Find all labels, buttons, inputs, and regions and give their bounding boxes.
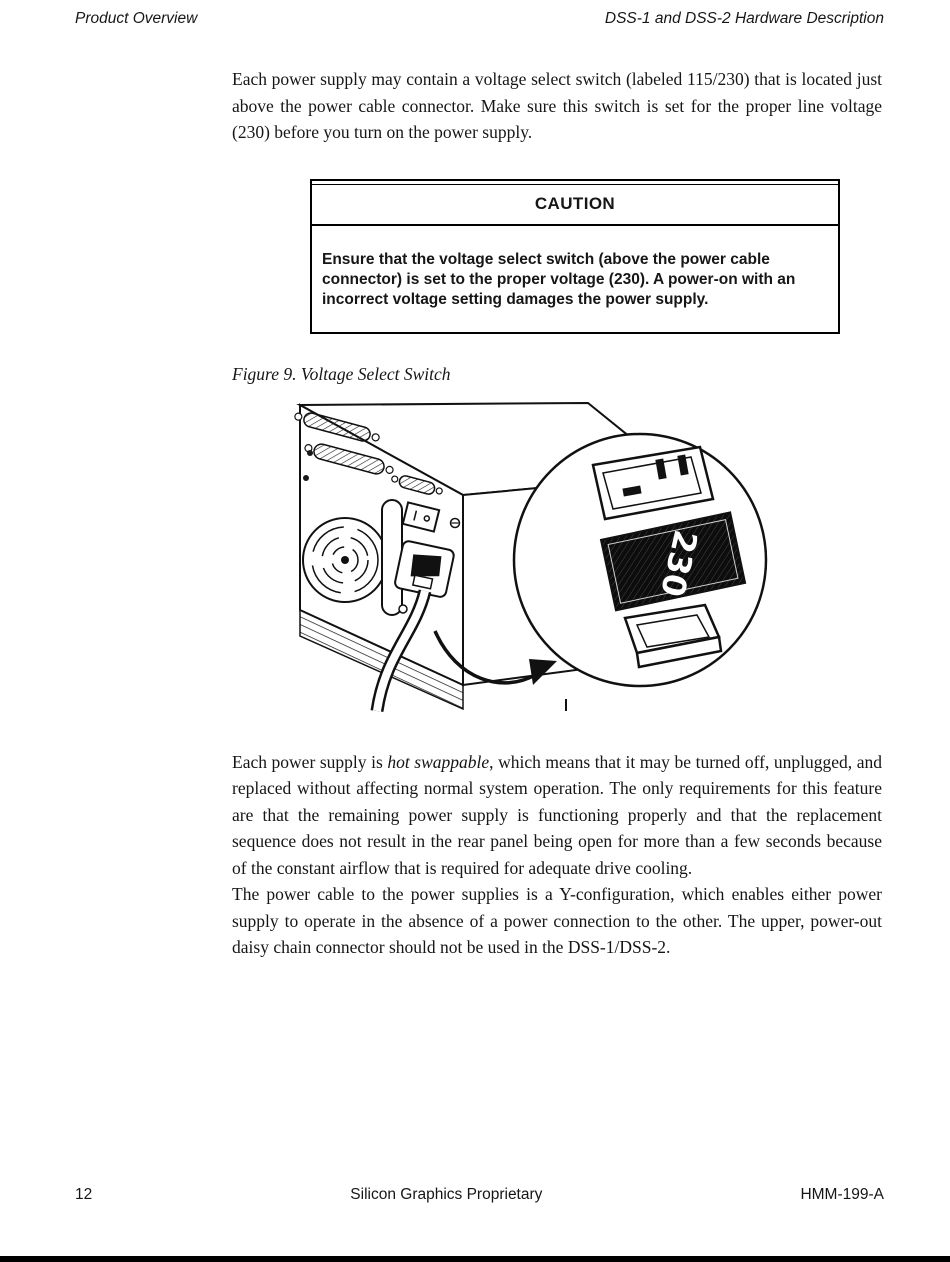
fan-bracket (382, 500, 402, 615)
caution-title: CAUTION (312, 185, 838, 226)
scan-edge-artifact (0, 1256, 950, 1262)
caution-text: Ensure that the voltage select switch (above the power cable connector) is set to the proper voltage (230). A power-on with an incorrect voltage setting damages the power supply. (322, 250, 796, 308)
panel-screw-icon (307, 450, 313, 456)
header-doc-title: DSS-1 and DSS-2 Hardware Description (604, 10, 884, 27)
page-footer (75, 1186, 884, 1204)
y-config-paragraph: The power cable to the power supplies is a Y-configuration, which enables either power supply to operate in the absence of a power connection to the other. The upper, power-out daisy chain connector should not be used in the DSS-1/DSS-2. (232, 884, 882, 957)
hot-swap-suffix: , which means that it may be turned off, unplugged, and replaced without affecting normal system operation. The only requirements for this feature are that the remaining power supply is functioning properly and that the replacement sequence does not result in the rear panel being open for more than a few seconds because of the constant airflow that is required for adequate drive cooling. (232, 751, 882, 878)
footer-doc-number: HMM-199-A (800, 1186, 884, 1203)
footer-proprietary-notice: Silicon Graphics Proprietary (350, 1186, 543, 1203)
hot-swap-prefix: Each power supply is (232, 751, 388, 772)
caution-box (310, 179, 840, 334)
intro-paragraph: Each power supply may contain a voltage select switch (labeled 115/230) that is located just above the power cable connector. Make sure this switch is set for the proper line voltage (230) before you turn on the power supply. (232, 69, 882, 142)
hot-swap-paragraph (232, 749, 882, 882)
figure-caption: Figure 9. Voltage Select Switch (232, 363, 451, 384)
panel-screw-icon (399, 605, 407, 613)
power-inlet-icon (394, 540, 455, 598)
footer-page-number: 12 (75, 1186, 93, 1203)
header-section-title: Product Overview (75, 10, 198, 27)
hot-swap-italic-term: hot swappable (387, 751, 490, 772)
running-header (75, 10, 884, 28)
panel-screw-icon (303, 475, 309, 481)
panel-screw-head-icon (451, 518, 460, 527)
voltage-select-switch-drawing (285, 393, 845, 713)
page-body (232, 66, 882, 961)
figure-illustration (285, 393, 845, 713)
fan-grille-icon (303, 518, 387, 602)
voltage-switch-label: 230 (652, 526, 705, 600)
